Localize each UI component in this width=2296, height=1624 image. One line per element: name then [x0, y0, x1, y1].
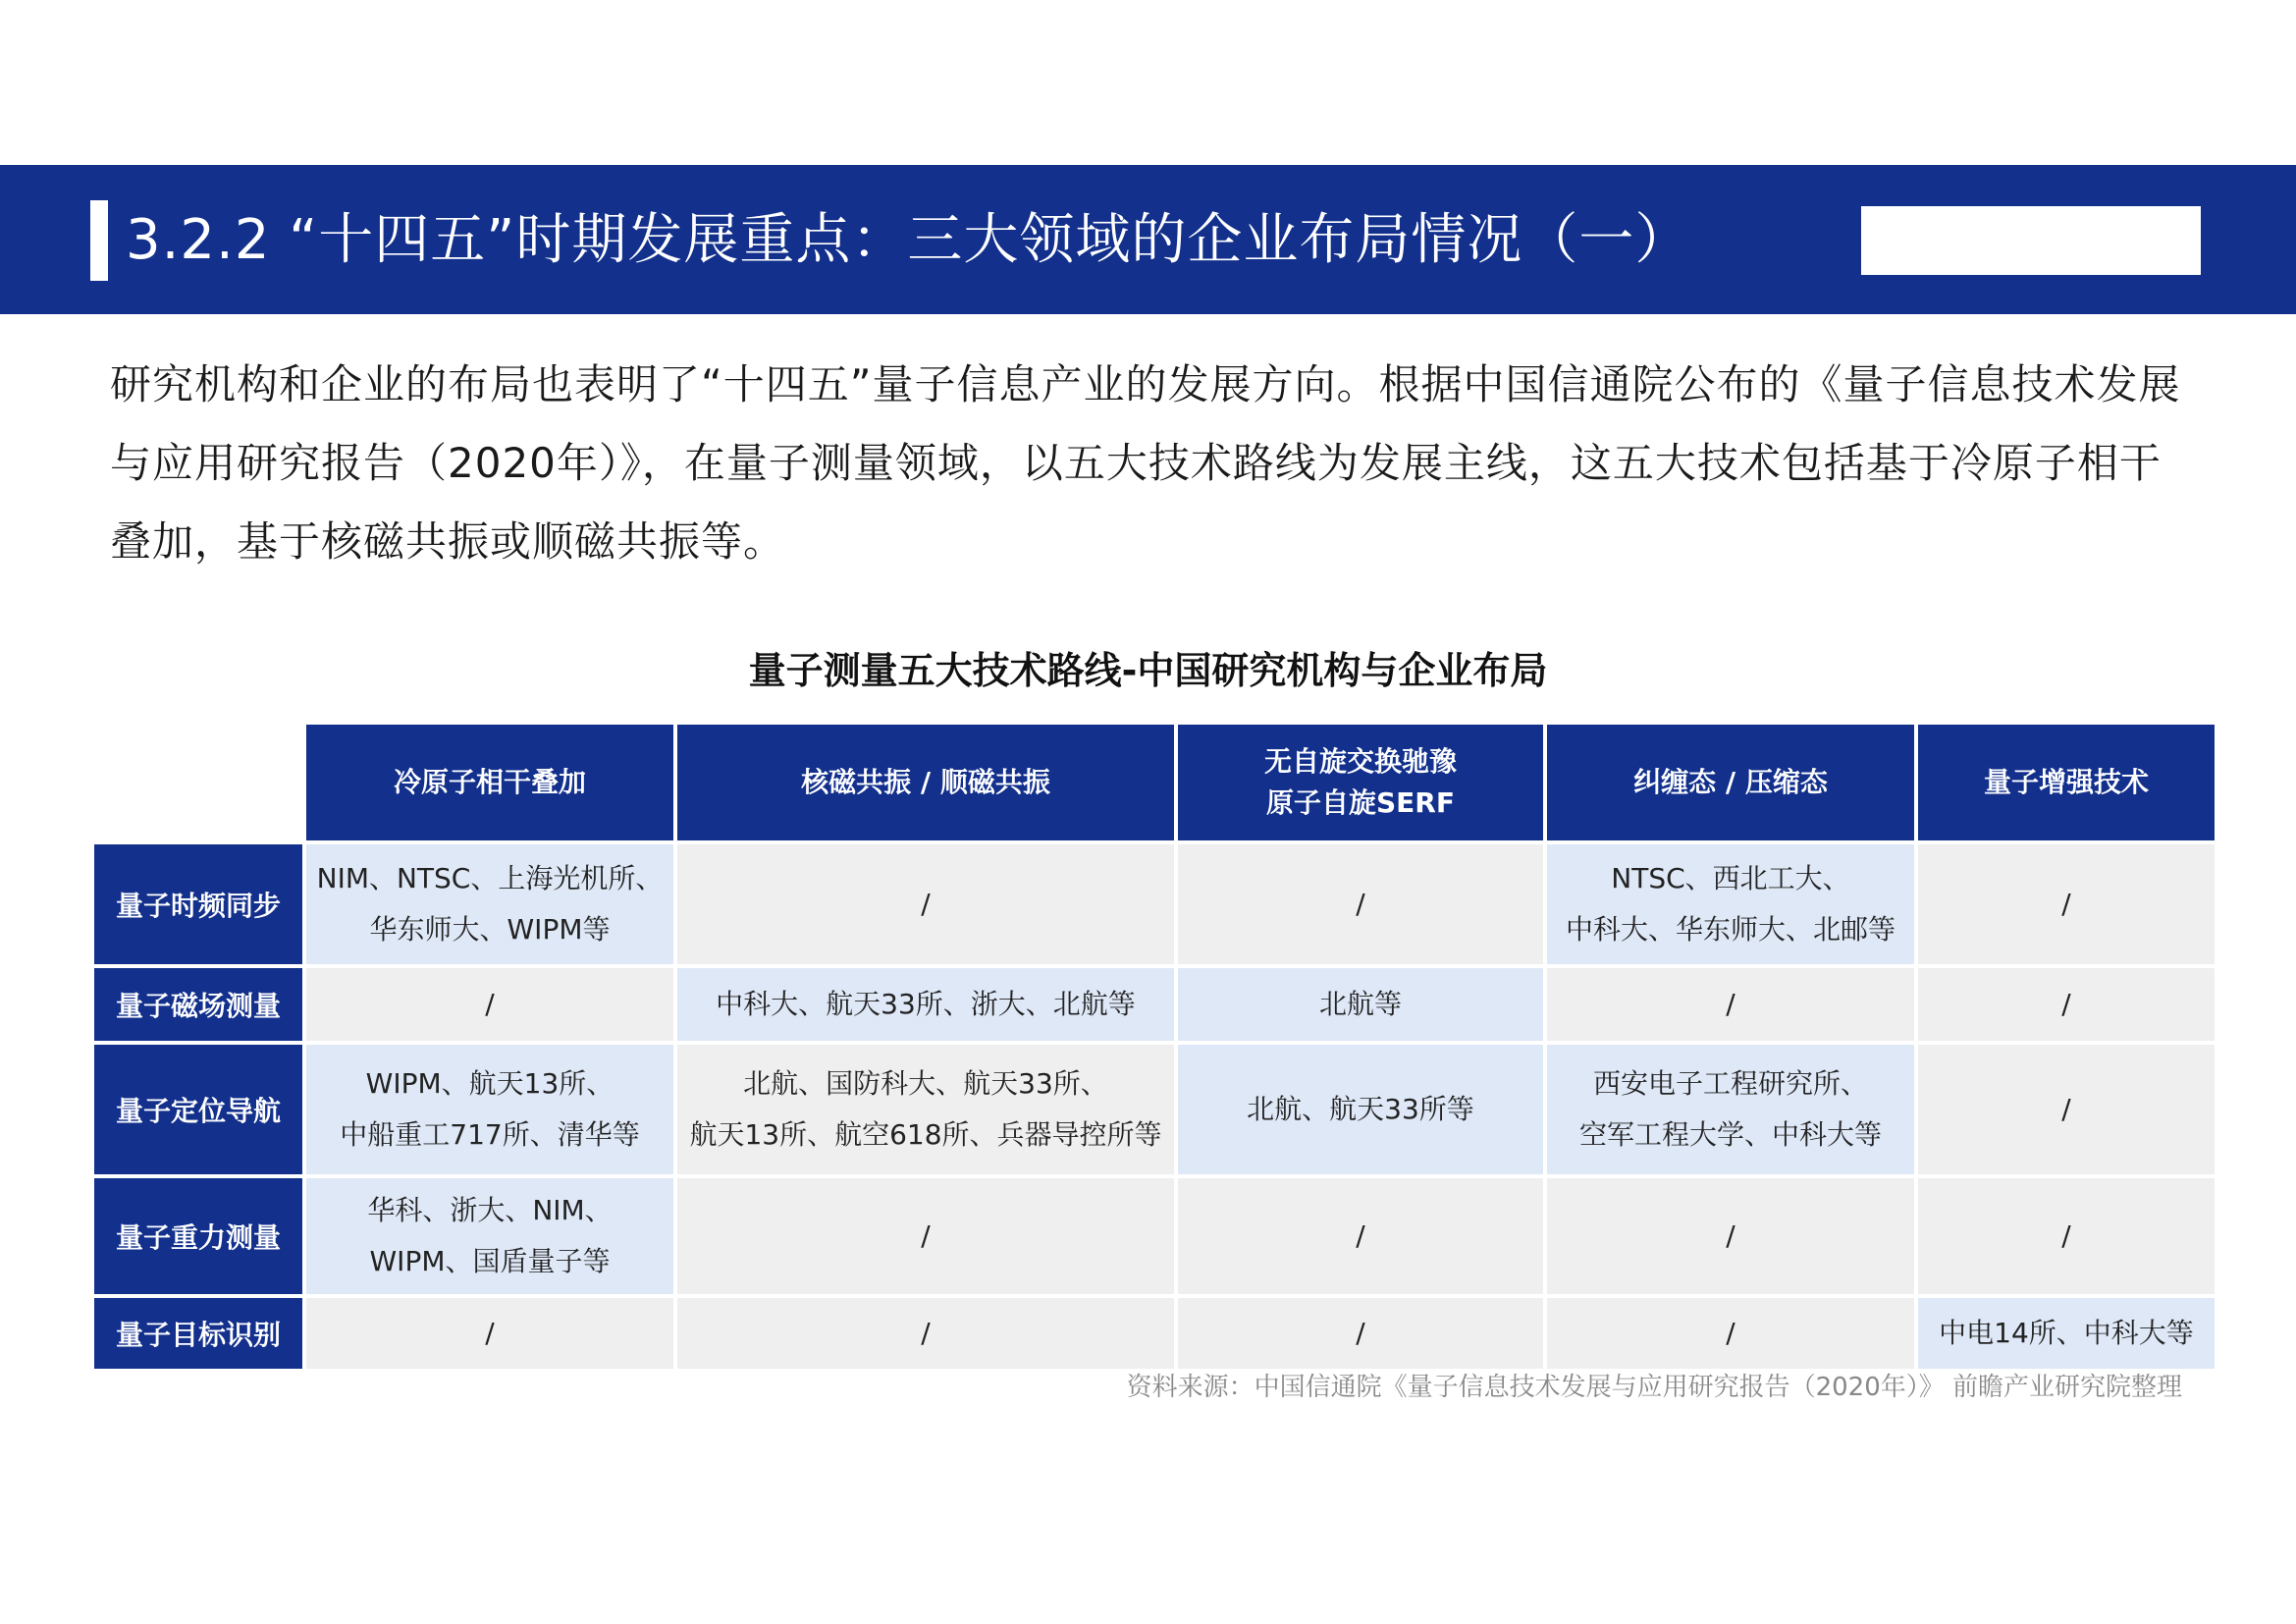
page-title: 3.2.2 “十四五”时期发展重点：三大领域的企业布局情况（一） — [126, 208, 1691, 272]
table-cell: 华科、浙大、NIM、 WIPM、国盾量子等 — [306, 1178, 673, 1294]
column-header: 无自旋交换驰豫 原子自旋SERF — [1178, 725, 1543, 840]
table-cell: / — [1918, 1178, 2215, 1294]
table-cell: / — [1547, 1298, 1914, 1369]
header-accent-bar — [90, 200, 108, 281]
table-cell: / — [1547, 1178, 1914, 1294]
table-cell: / — [306, 1298, 673, 1369]
table-cell: 西安电子工程研究所、 空军工程大学、中科大等 — [1547, 1045, 1914, 1174]
table-cell: / — [1918, 968, 2215, 1041]
column-header: 量子增强技术 — [1918, 725, 2215, 840]
table-title: 量子测量五大技术路线-中国研究机构与企业布局 — [748, 649, 1548, 692]
table-cell: / — [677, 1178, 1174, 1294]
table-cell: 北航、国防科大、航天33所、 航天13所、航空618所、兵器导控所等 — [677, 1045, 1174, 1174]
table-cell: / — [1178, 844, 1543, 964]
table-cell: 北航、航天33所等 — [1178, 1045, 1543, 1174]
row-header: 量子定位导航 — [94, 1045, 302, 1174]
table-cell: / — [306, 968, 673, 1041]
table-cell: / — [677, 1298, 1174, 1369]
table-cell: / — [1918, 844, 2215, 964]
table-cell: NTSC、西北工大、 中科大、华东师大、北邮等 — [1547, 844, 1914, 964]
table-cell: / — [677, 844, 1174, 964]
intro-paragraph: 研究机构和企业的布局也表明了“十四五”量子信息产业的发展方向。根据中国信通院公布的《量子信息技术发展与应用研究报告（2020年）》，在量子测量领域，以五大技术路线为发展主线，这五大技术包括基于冷原子相干叠加，基于核磁共振或顺磁共振等。 — [110, 360, 2181, 566]
source-note: 资料来源：中国信通院《量子信息技术发展与应用研究报告（2020年）》 前瞻产业研究院整理 — [1126, 1373, 2182, 1402]
table-cell: / — [1547, 968, 1914, 1041]
table-cell: 中科大、航天33所、浙大、北航等 — [677, 968, 1174, 1041]
table-cell: / — [1178, 1298, 1543, 1369]
table-cell: WIPM、航天13所、 中船重工717所、清华等 — [306, 1045, 673, 1174]
column-header: 纠缠态 / 压缩态 — [1547, 725, 1914, 840]
row-header: 量子重力测量 — [94, 1178, 302, 1294]
table-cell: NIM、NTSC、上海光机所、 华东师大、WIPM等 — [306, 844, 673, 964]
layout-table — [94, 725, 2215, 1369]
column-header: 冷原子相干叠加 — [306, 725, 673, 840]
table-cell: / — [1178, 1178, 1543, 1294]
table-corner — [94, 725, 302, 840]
table-cell: 北航等 — [1178, 968, 1543, 1041]
column-header: 核磁共振 / 顺磁共振 — [677, 725, 1174, 840]
header-banner — [0, 165, 2296, 314]
row-header: 量子目标识别 — [94, 1298, 302, 1369]
header-white-box — [1861, 206, 2201, 275]
table-cell: 中电14所、中科大等 — [1918, 1298, 2215, 1369]
row-header: 量子时频同步 — [94, 844, 302, 964]
table-cell: / — [1918, 1045, 2215, 1174]
row-header: 量子磁场测量 — [94, 968, 302, 1041]
